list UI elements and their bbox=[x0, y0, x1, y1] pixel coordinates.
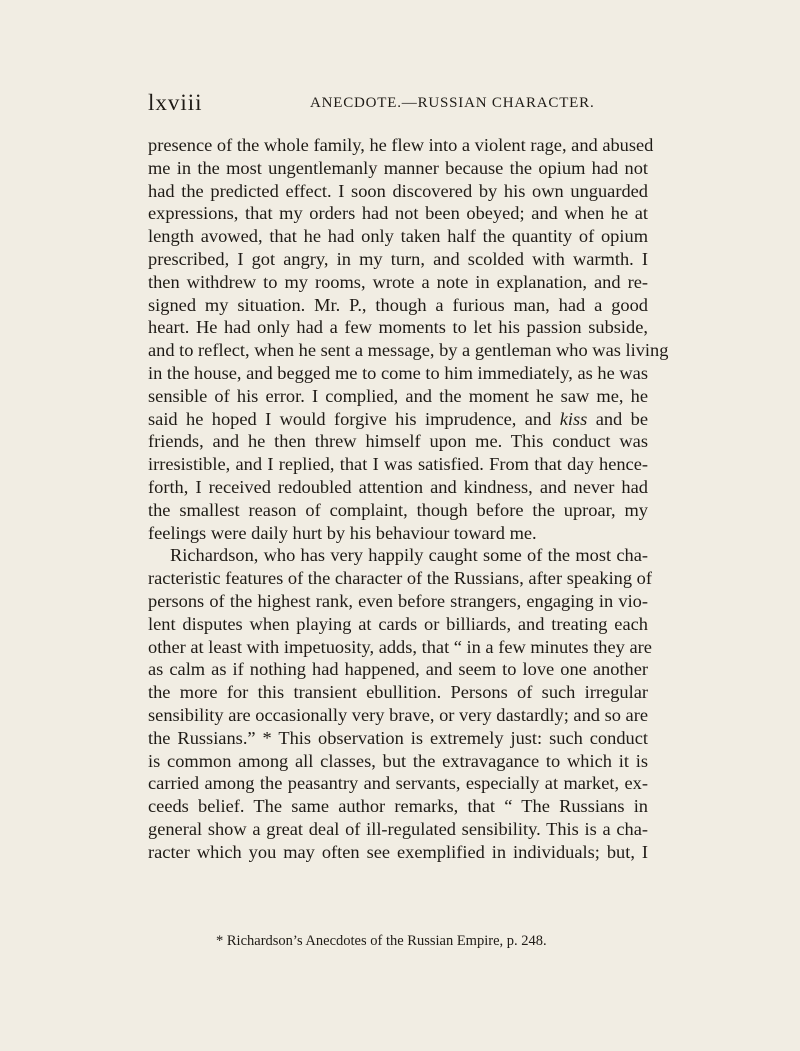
text-line: the smallest reason of complaint, though before the uproar, my bbox=[148, 499, 648, 520]
paragraph-start-line: Richardson, who has very happily caught some of the most cha- bbox=[170, 545, 648, 566]
text-segment: and be bbox=[587, 408, 648, 429]
text-line: length avowed, that he had only taken half the quantity of opium bbox=[148, 226, 648, 247]
text-line: expressions, that my orders had not been obeyed; and when he at bbox=[148, 203, 648, 224]
paragraph-end-line: feelings were daily hurt by his behaviour toward me. bbox=[148, 522, 537, 543]
text-line: lent disputes when playing at cards or billiards, and treating each bbox=[148, 613, 648, 634]
text-line: racter which you may often see exemplified in individuals; but, I bbox=[148, 841, 648, 862]
text-line: the Russians.” * This observation is extremely just: such conduct bbox=[148, 727, 648, 748]
text-line: friends, and he then threw himself upon me. This conduct was bbox=[148, 431, 648, 452]
text-line: sensibility are occasionally very brave, or very dastardly; and so are bbox=[148, 704, 648, 725]
text-line: had the predicted effect. I soon discovered by his own unguarded bbox=[148, 180, 648, 201]
footnote: * Richardson’s Anecdotes of the Russian Empire, p. 248. bbox=[216, 933, 547, 949]
text-line: me in the most ungentlemanly manner because the opium had not bbox=[148, 157, 648, 178]
text-line: persons of the highest rank, even before strangers, engaging in vio- bbox=[148, 590, 648, 611]
text-line: and to reflect, when he sent a message, by a gentleman who was living bbox=[148, 340, 669, 361]
text-line: as calm as if nothing had happened, and seem to love one another bbox=[148, 659, 648, 680]
text-line: in the house, and begged me to come to him immediately, as he was bbox=[148, 362, 648, 383]
text-line-with-italic bbox=[148, 408, 648, 431]
text-line: sensible of his error. I complied, and the moment he saw me, he bbox=[148, 385, 648, 406]
text-line: ceeds belief. The same author remarks, that “ The Russians in bbox=[148, 796, 648, 817]
text-line: other at least with impetuosity, adds, that “ in a few minutes they are bbox=[148, 636, 652, 657]
running-head: ANECDOTE.—RUSSIAN CHARACTER. bbox=[310, 95, 595, 111]
text-line: racteristic features of the character of the Russians, after speaking of bbox=[148, 568, 652, 589]
text-line: general show a great deal of ill-regulated sensibility. This is a cha- bbox=[148, 818, 648, 839]
text-line: presence of the whole family, he flew into a violent rage, and abused bbox=[148, 135, 654, 155]
text-line: is common among all classes, but the extravagance to which it is bbox=[148, 750, 648, 771]
text-line: carried among the peasantry and servants, especially at market, ex- bbox=[148, 773, 648, 794]
text-line: signed my situation. Mr. P., though a furious man, had a good bbox=[148, 294, 648, 315]
text-line: irresistible, and I replied, that I was satisfied. From that day hence- bbox=[148, 454, 648, 475]
page-header bbox=[148, 90, 648, 118]
text-line: the more for this transient ebullition. Persons of such irregular bbox=[148, 682, 648, 703]
text-segment: said he hoped I would forgive his imprudence, and bbox=[148, 408, 560, 429]
text-line: forth, I received redoubled attention and kindness, and never had bbox=[148, 476, 648, 497]
text-line: prescribed, I got angry, in my turn, and scolded with warmth. I bbox=[148, 248, 648, 269]
text-line: heart. He had only had a few moments to let his passion subside, bbox=[148, 317, 648, 338]
italic-word: kiss bbox=[559, 408, 588, 429]
page-number: lxviii bbox=[148, 90, 203, 115]
body-text bbox=[148, 134, 669, 864]
text-line: then withdrew to my rooms, wrote a note in explanation, and re- bbox=[148, 271, 648, 292]
